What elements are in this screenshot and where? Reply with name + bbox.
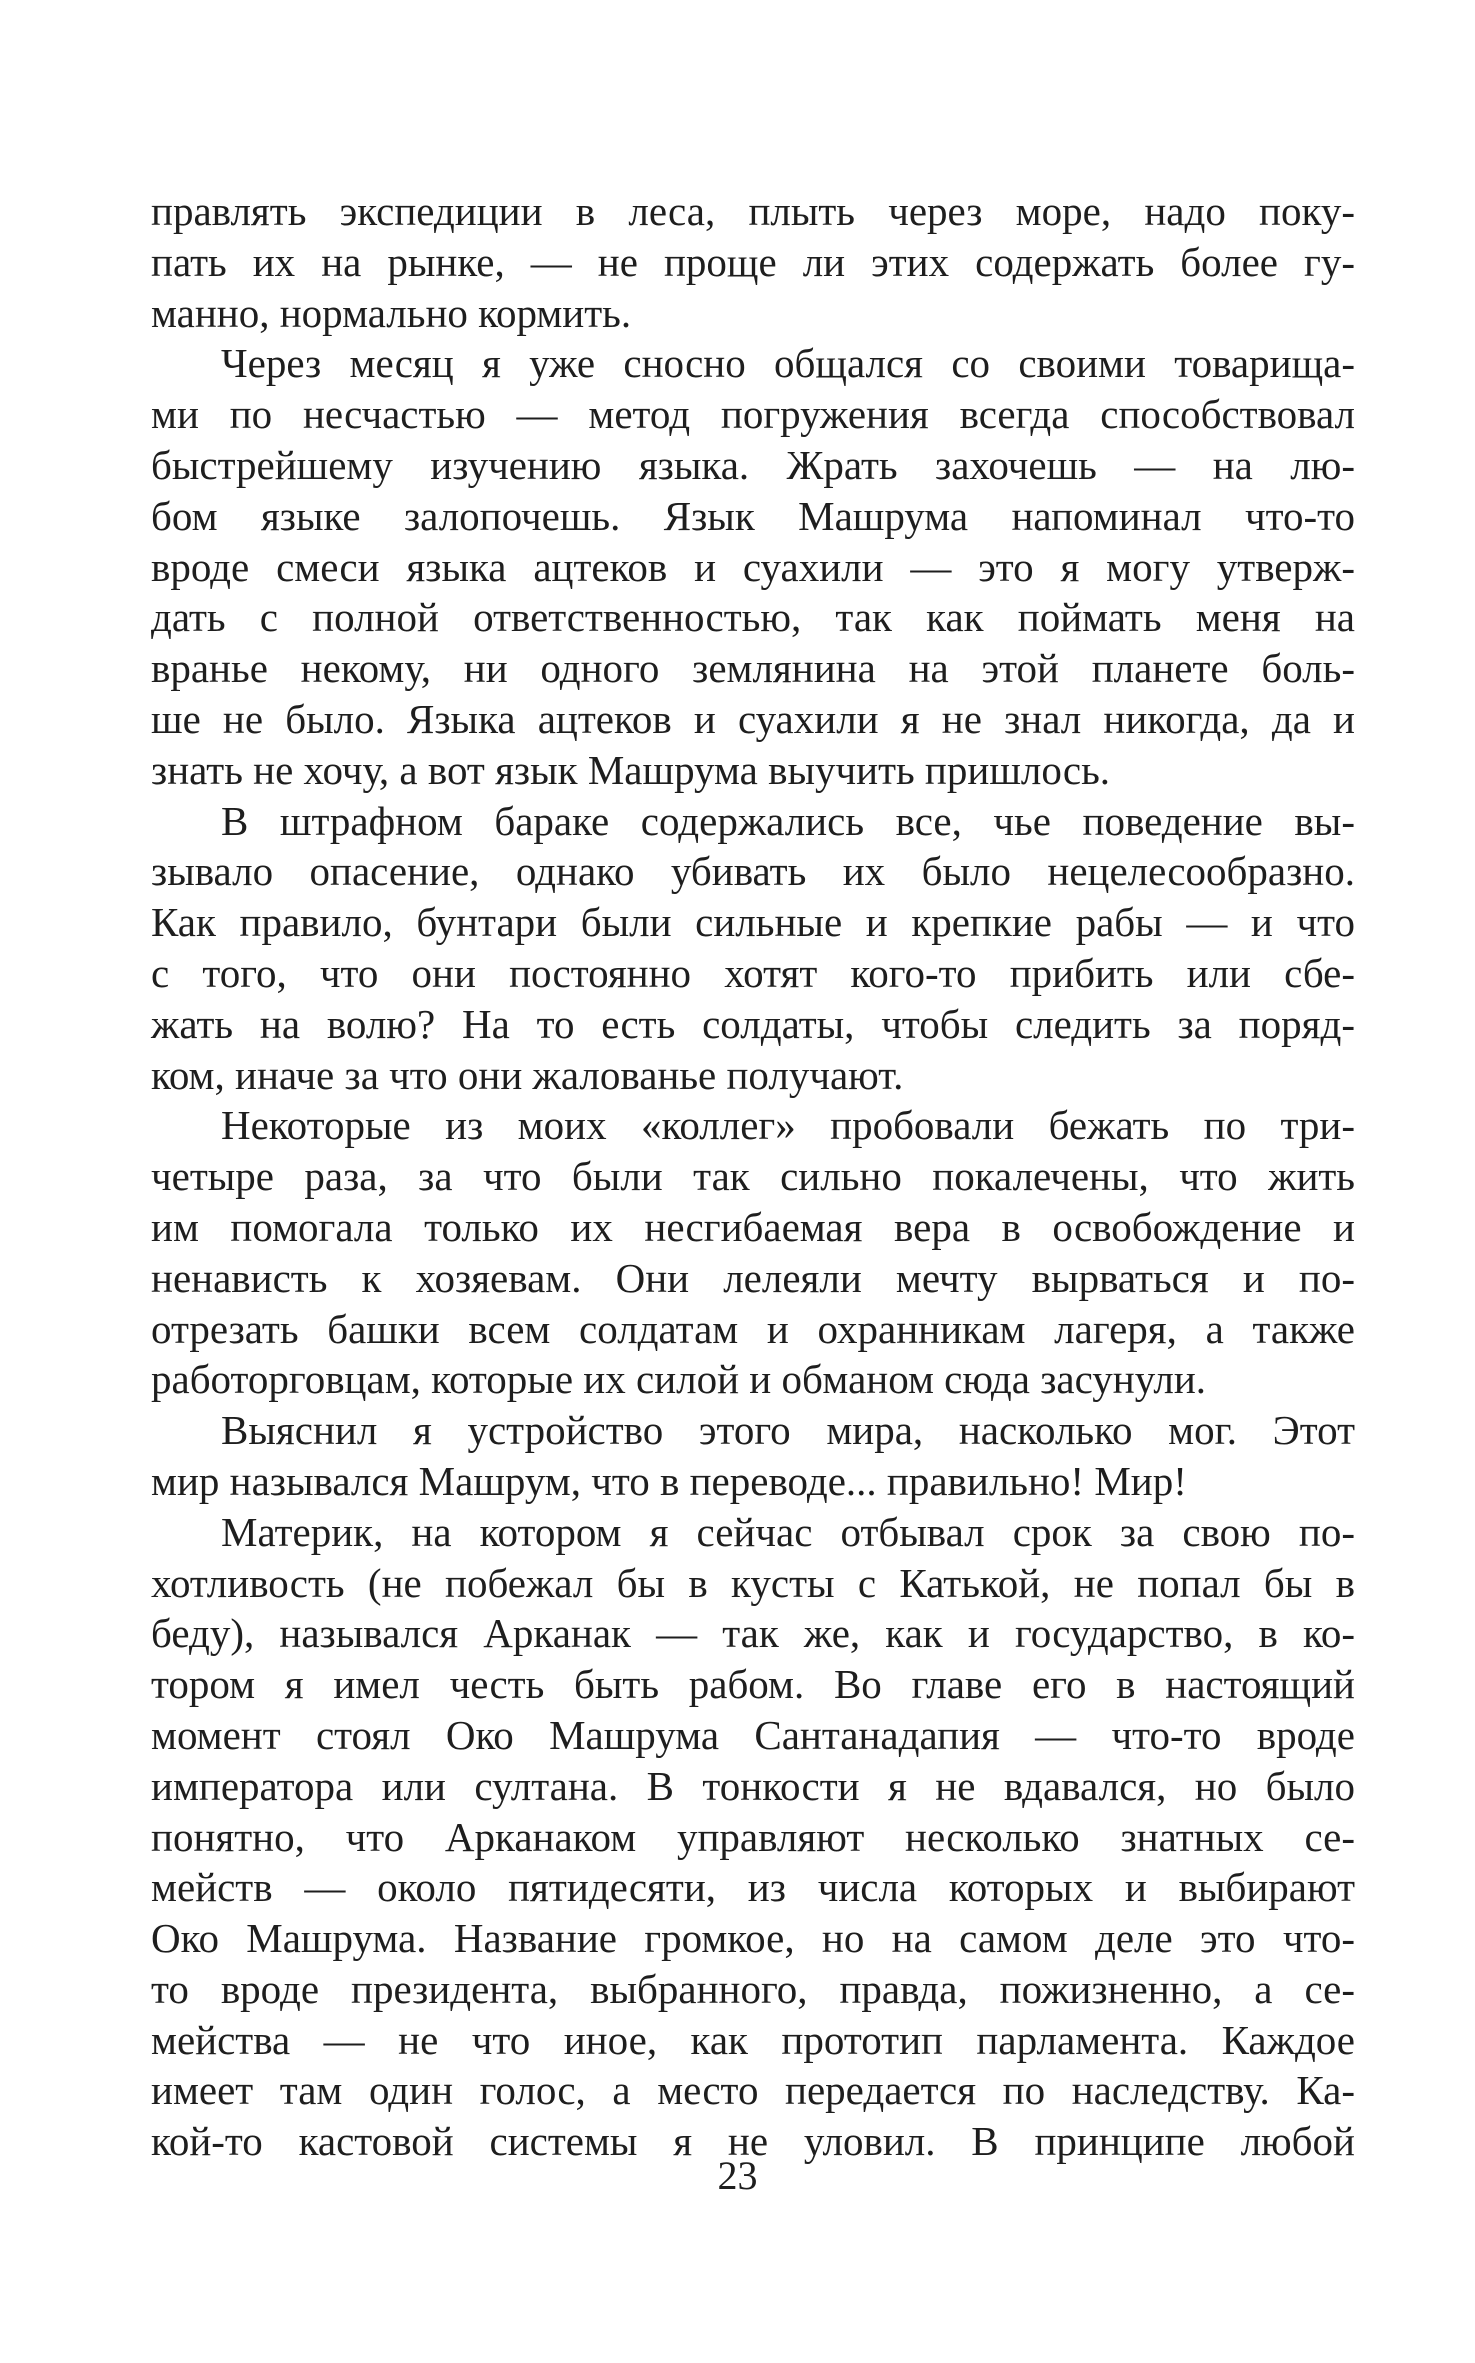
text-line: кой-то кастовой системы я не уловил. В принципе любой	[151, 2118, 1355, 2165]
text-line: с того, что они постоянно хотят кого-то прибить или сбе-	[151, 949, 1355, 996]
text-line: мейств — около пятидесяти, из числа которых и выбирают	[151, 1864, 1355, 1911]
text-line: мир назывался Машрум, что в переводе... правильно! Мир!	[151, 1457, 1187, 1504]
paragraph-start-line: Некоторые из моих «коллег» пробовали бежать по три-	[221, 1102, 1355, 1149]
text-line: вроде смеси языка ацтеков и суахили — это я могу утверж-	[151, 543, 1355, 590]
text-line: ми по несчастью — метод погружения всегда способствовал	[151, 391, 1355, 438]
text-line: Как правило, бунтари были сильные и крепкие рабы — и что	[151, 899, 1355, 946]
text-line: им помогала только их несгибаемая вера в освобождение и	[151, 1203, 1355, 1250]
paragraph-start-line: Выяснил я устройство этого мира, насколько мог. Этот	[221, 1407, 1355, 1454]
text-line: отрезать башки всем солдатам и охранникам лагеря, а также	[151, 1305, 1355, 1352]
text-line: дать с полной ответственностью, так как поймать меня на	[151, 594, 1355, 641]
paragraph-start-line: В штрафном бараке содержались все, чье поведение вы-	[221, 797, 1355, 844]
body-text	[151, 186, 1355, 2167]
text-line: манно, нормально кормить.	[151, 289, 632, 336]
text-line: вранье некому, ни одного землянина на этой планете боль-	[151, 645, 1355, 692]
text-line: Око Машрума. Название громкое, но на самом деле это что-	[151, 1915, 1355, 1962]
text-line: пать их на рынке, — не проще ли этих содержать более гу-	[151, 238, 1355, 285]
text-line: беду), назывался Арканак — так же, как и государство, в ко-	[151, 1610, 1355, 1657]
text-line: момент стоял Око Машрума Сантанадапия — что-то вроде	[151, 1711, 1355, 1758]
text-line: ше не было. Языка ацтеков и суахили я не знал никогда, да и	[151, 695, 1355, 742]
text-line: то вроде президента, выбранного, правда, пожизненно, а се-	[151, 1965, 1355, 2012]
text-line: ненависть к хозяевам. Они лелеяли мечту вырваться и по-	[151, 1254, 1355, 1301]
text-line: тором я имел честь быть рабом. Во главе его в настоящий	[151, 1661, 1355, 1708]
text-line: понятно, что Арканаком управляют несколько знатных се-	[151, 1813, 1355, 1860]
text-line: бом языке залопочешь. Язык Машрума напоминал что-то	[151, 492, 1355, 539]
text-line: знать не хочу, а вот язык Машрума выучить пришлось.	[151, 746, 1111, 793]
text-line: четыре раза, за что были так сильно покалечены, что жить	[151, 1153, 1355, 1200]
text-line: жать на волю? На то есть солдаты, чтобы следить за поряд-	[151, 1000, 1355, 1047]
text-line: правлять экспедиции в леса, плыть через море, надо поку-	[151, 188, 1355, 234]
text-line: зывало опасение, однако убивать их было нецелесообразно.	[151, 848, 1355, 895]
text-line: ком, иначе за что они жалованье получают.	[151, 1051, 904, 1098]
text-line: хотливость (не побежал бы в кусты с Катькой, не попал бы в	[151, 1559, 1355, 1606]
paragraph-start-line: Материк, на котором я сейчас отбывал срок за свою по-	[221, 1508, 1355, 1555]
text-line: мейства — не что иное, как прототип парламента. Каждое	[151, 2016, 1355, 2063]
text-line: имеет там один голос, а место передается по наследству. Ка-	[151, 2067, 1355, 2114]
text-line: работорговцам, которые их силой и обманом сюда засунули.	[151, 1356, 1207, 1403]
paragraph-start-line: Через месяц я уже сносно общался со своими товарища-	[221, 340, 1355, 387]
text-line: императора или султана. В тонкости я не вдавался, но было	[151, 1762, 1355, 1809]
page-number: 23	[717, 2153, 758, 2198]
text-line: быстрейшему изучению языка. Жрать захочешь — на лю-	[151, 441, 1355, 488]
